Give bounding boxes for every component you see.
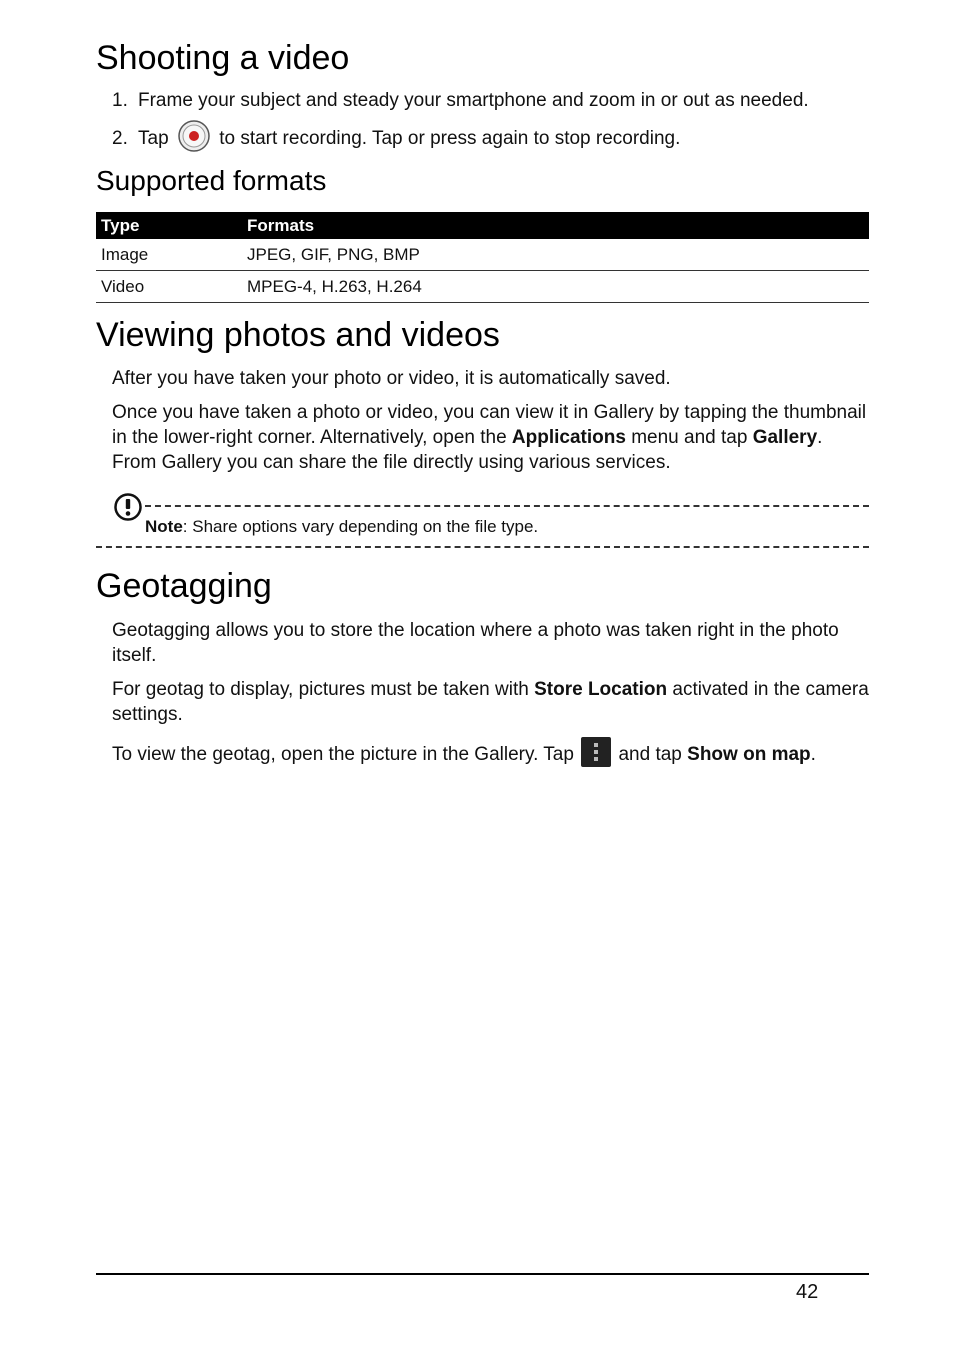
table-cell-formats: JPEG, GIF, PNG, BMP: [242, 239, 869, 271]
step-1: [112, 88, 872, 113]
step-text: Frame your subject and steady your smartphone and zoom in or out as needed.: [138, 90, 809, 111]
column-header-formats: Formats: [242, 212, 869, 239]
table-cell-type: Video: [96, 271, 242, 303]
formats-table: [96, 212, 869, 303]
paragraph: Geotagging allows you to store the location where a photo was taken right in the photo itself.: [112, 620, 839, 666]
note-text: : Share options vary depending on the file type.: [182, 517, 539, 536]
step-text-after: to start recording. Tap or press again to stop recording.: [219, 128, 681, 150]
text-run: .: [810, 744, 816, 765]
paragraph: After you have taken your photo or video, it is automatically saved.: [112, 368, 671, 389]
text-run: activated in the camera settings.: [112, 679, 869, 725]
text-run: Once you have taken a photo or video, you can view it in Gallery by tapping the thumbnail in the lower-right corner. Alternatively, open the: [112, 402, 867, 448]
section-title-shooting-video: Shooting a video: [96, 39, 350, 77]
bold-term: Applications: [511, 427, 626, 448]
exclamation-note-icon: [113, 492, 143, 522]
paragraph: [112, 400, 872, 475]
text-run: and tap: [618, 744, 688, 765]
step-2: [112, 126, 872, 152]
paragraph: [112, 742, 872, 767]
bold-term: Gallery: [752, 427, 818, 448]
bold-term: Show on map: [687, 744, 811, 765]
section-title-viewing: Viewing photos and videos: [96, 316, 500, 354]
note-divider-top: [145, 505, 869, 507]
page-number: 42: [796, 1281, 819, 1303]
note-label: Note: [145, 517, 183, 536]
step-number: 1.: [112, 90, 128, 111]
text-run: . From Gallery you can share the file directly using various services.: [112, 427, 823, 473]
table-header-row: [96, 212, 869, 239]
table-row: [96, 239, 869, 271]
overflow-menu-icon: [581, 737, 611, 767]
section-title-supported-formats: Supported formats: [96, 165, 327, 196]
table-cell-formats: MPEG-4, H.263, H.264: [242, 271, 869, 303]
table-cell-type: Image: [96, 239, 242, 271]
section-title-geotagging: Geotagging: [96, 567, 272, 605]
note-divider-bottom: [96, 546, 869, 548]
text-run: menu and tap: [625, 427, 753, 448]
text-run: To view the geotag, open the picture in the Gallery. Tap: [112, 744, 574, 765]
column-header-type: Type: [96, 212, 242, 239]
footer-rule: [96, 1273, 869, 1275]
record-button-icon: [178, 120, 210, 152]
step-text-before: Tap: [138, 128, 169, 150]
paragraph: [112, 677, 872, 727]
step-number: 2.: [112, 128, 128, 150]
note: [145, 516, 538, 538]
table-row: [96, 271, 869, 303]
bold-term: Store Location: [534, 679, 668, 700]
text-run: For geotag to display, pictures must be taken with: [112, 679, 535, 700]
